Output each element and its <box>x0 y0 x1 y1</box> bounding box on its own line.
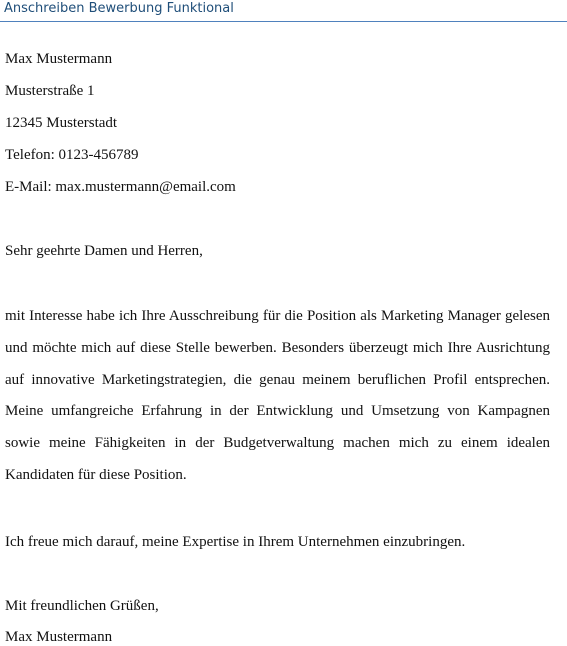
document-title: Anschreiben Bewerbung Funktional <box>4 1 234 16</box>
sender-phone: Telefon: 0123-456789 <box>5 147 139 163</box>
document-header <box>0 0 567 22</box>
closing-sentence: Ich freue mich darauf, meine Expertise in Ihrem Unternehmen einzubringen. <box>5 534 466 550</box>
sender-email: E-Mail: max.mustermann@email.com <box>5 179 236 195</box>
sender-street: Musterstraße 1 <box>5 83 95 99</box>
body-paragraph: mit Interesse habe ich Ihre Ausschreibung für die Position als Marketing Manager gelesen und möchte mich auf diese Stelle bewerben. Besonders überzeugt mich Ihre Ausrichtung auf innovative Marketingstrategien, die genau meinem beruflichen Profil entsprechen. Meine umfangreiche Erfahrung in der Entwicklung und Umsetzung von Kampagnen sowie meine Fähigkeiten in der Budgetverwaltung machen mich zu einem idealen Kandidaten für diese Position. <box>5 308 550 483</box>
sender-city: 12345 Musterstadt <box>5 115 118 131</box>
salutation: Sehr geehrte Damen und Herren, <box>5 243 203 259</box>
valediction: Mit freundlichen Grüßen, <box>5 598 159 614</box>
signature-name: Max Mustermann <box>5 629 113 645</box>
sender-name: Max Mustermann <box>5 51 113 67</box>
